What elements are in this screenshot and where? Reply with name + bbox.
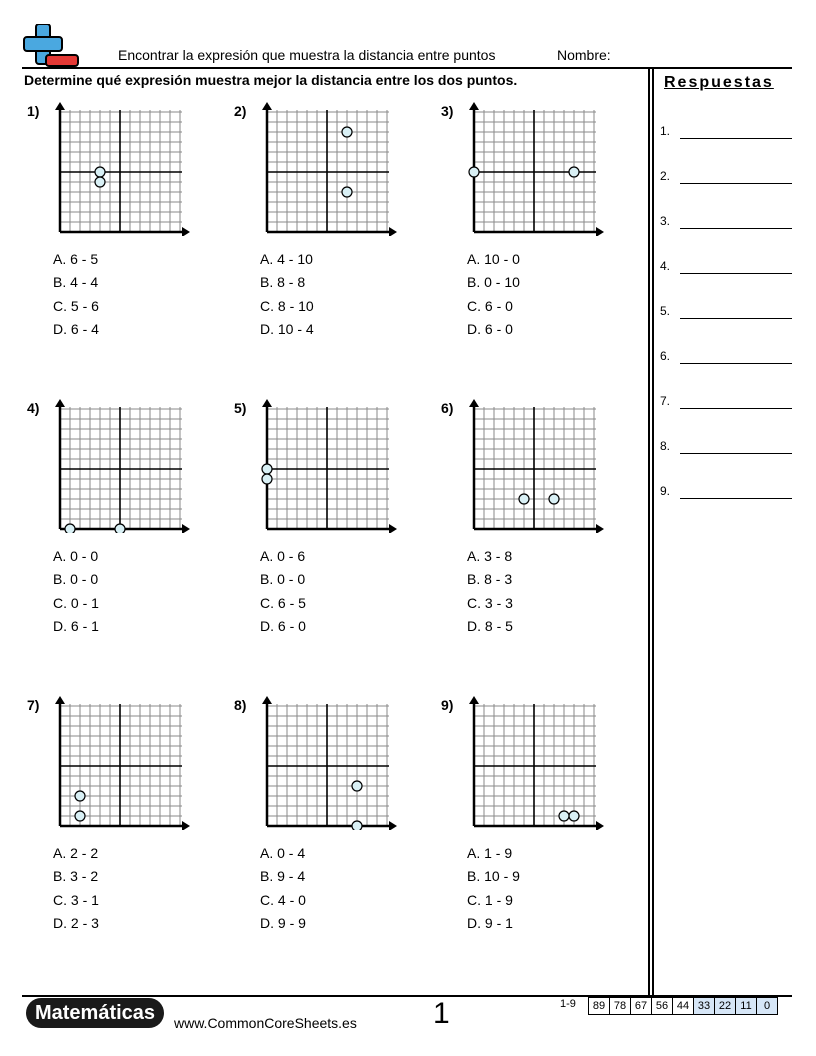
answer-choice: B. 8 - 3 xyxy=(467,571,513,588)
answer-choice: B. 3 - 2 xyxy=(53,868,99,885)
answer-number: 9. xyxy=(660,484,671,498)
answer-number: 8. xyxy=(660,439,671,453)
answer-choice: C. 3 - 1 xyxy=(53,891,99,908)
answer-choice: B. 0 - 0 xyxy=(260,571,306,588)
answer-choice: B. 4 - 4 xyxy=(53,274,99,291)
plotted-point xyxy=(262,474,272,484)
choice-list xyxy=(467,545,513,638)
choice-list xyxy=(53,842,99,935)
column-divider xyxy=(648,68,650,996)
answer-choice: A. 3 - 8 xyxy=(467,548,513,564)
plotted-point xyxy=(519,494,529,504)
answer-choice: A. 4 - 10 xyxy=(260,251,313,267)
answer-number: 4. xyxy=(660,259,671,273)
plotted-point xyxy=(569,811,579,821)
problem-number: 1) xyxy=(27,103,40,119)
answer-choice: C. 3 - 3 xyxy=(467,594,513,611)
plotted-point xyxy=(75,791,85,801)
answer-choice: B. 10 - 9 xyxy=(467,868,520,885)
plotted-point xyxy=(342,127,352,137)
plotted-point xyxy=(569,167,579,177)
answer-choice: C. 4 - 0 xyxy=(260,891,306,908)
answer-choice: B. 9 - 4 xyxy=(260,868,306,885)
answer-number: 2. xyxy=(660,169,671,183)
header-rule xyxy=(22,67,792,69)
choice-list xyxy=(260,545,306,638)
coordinate-grid xyxy=(468,96,608,236)
choice-list xyxy=(260,248,314,341)
page-number: 1 xyxy=(433,997,450,1030)
problem-number: 2) xyxy=(234,103,247,119)
column-divider xyxy=(652,68,654,996)
answer-choice: A. 10 - 0 xyxy=(467,251,520,267)
answer-choice: C. 6 - 0 xyxy=(467,297,513,314)
problem-number: 6) xyxy=(441,400,454,416)
answer-number: 3. xyxy=(660,214,671,228)
answer-choice: B. 8 - 8 xyxy=(260,274,306,291)
plotted-point xyxy=(549,494,559,504)
logo-icon xyxy=(22,24,80,68)
answer-choice: C. 6 - 5 xyxy=(260,594,306,611)
score-cell: 67 xyxy=(631,998,652,1015)
problem-number: 9) xyxy=(441,697,454,713)
answer-blank[interactable] xyxy=(680,183,792,184)
answer-blank[interactable] xyxy=(680,138,792,139)
answer-blank[interactable] xyxy=(680,408,792,409)
answer-choice: A. 0 - 0 xyxy=(53,548,99,564)
score-cell: 33 xyxy=(694,998,715,1015)
answer-choice: A. 0 - 4 xyxy=(260,845,306,861)
choice-list xyxy=(467,842,520,935)
score-cell: 11 xyxy=(736,998,757,1015)
answer-choice: D. 6 - 0 xyxy=(467,320,513,337)
coordinate-grid xyxy=(261,393,401,533)
coordinate-grid xyxy=(468,690,608,830)
answer-choice: B. 0 - 10 xyxy=(467,274,520,291)
worksheet-title: Encontrar la expresión que muestra la distancia entre puntos xyxy=(118,47,496,63)
score-cell: 56 xyxy=(652,998,673,1015)
score-range-label: 1-9 xyxy=(560,998,576,1010)
score-cell: 0 xyxy=(757,998,778,1015)
plotted-point xyxy=(559,811,569,821)
score-cell: 22 xyxy=(715,998,736,1015)
problem-number: 4) xyxy=(27,400,40,416)
answer-blank[interactable] xyxy=(680,363,792,364)
plotted-point xyxy=(95,167,105,177)
problem-number: 8) xyxy=(234,697,247,713)
answer-blank[interactable] xyxy=(680,453,792,454)
score-cell: 89 xyxy=(589,998,610,1015)
answer-choice: B. 0 - 0 xyxy=(53,571,99,588)
answers-title: Respuestas xyxy=(664,74,774,91)
score-row xyxy=(589,998,778,1015)
answer-choice: D. 8 - 5 xyxy=(467,617,513,634)
coordinate-grid xyxy=(54,96,194,236)
plotted-point xyxy=(115,524,125,533)
instructions: Determine qué expresión muestra mejor la distancia entre los dos puntos. xyxy=(24,72,518,88)
answer-choice: A. 1 - 9 xyxy=(467,845,513,861)
answer-number: 5. xyxy=(660,304,671,318)
choice-list xyxy=(260,842,306,935)
plotted-point xyxy=(262,464,272,474)
site-url: www.CommonCoreSheets.es xyxy=(174,1015,357,1031)
answer-choice: A. 2 - 2 xyxy=(53,845,99,861)
choice-list xyxy=(53,248,99,341)
coordinate-grid xyxy=(54,690,194,830)
answer-choice: C. 0 - 1 xyxy=(53,594,99,611)
plotted-point xyxy=(469,167,479,177)
score-table xyxy=(588,997,778,1015)
choice-list xyxy=(467,248,520,341)
name-label: Nombre: xyxy=(557,47,611,63)
answer-number: 6. xyxy=(660,349,671,363)
answer-choice: D. 6 - 1 xyxy=(53,617,99,634)
coordinate-grid xyxy=(261,96,401,236)
problem-number: 5) xyxy=(234,400,247,416)
score-cell: 44 xyxy=(673,998,694,1015)
answer-choice: D. 2 - 3 xyxy=(53,914,99,931)
brand-badge: Matemáticas xyxy=(26,998,164,1028)
answer-blank[interactable] xyxy=(680,228,792,229)
answer-blank[interactable] xyxy=(680,318,792,319)
answer-choice: C. 5 - 6 xyxy=(53,297,99,314)
answer-choice: D. 6 - 0 xyxy=(260,617,306,634)
coordinate-grid xyxy=(261,690,401,830)
plotted-point xyxy=(342,187,352,197)
score-cell: 78 xyxy=(610,998,631,1015)
answer-choice: A. 6 - 5 xyxy=(53,251,99,267)
problem-number: 3) xyxy=(441,103,454,119)
answer-blank[interactable] xyxy=(680,498,792,499)
plotted-point xyxy=(95,177,105,187)
plotted-point xyxy=(352,821,362,830)
problem-number: 7) xyxy=(27,697,40,713)
answer-choice: C. 1 - 9 xyxy=(467,891,513,908)
answer-blank[interactable] xyxy=(680,273,792,274)
answer-choice: C. 8 - 10 xyxy=(260,297,314,314)
plotted-point xyxy=(75,811,85,821)
answer-choice: D. 9 - 1 xyxy=(467,914,513,931)
coordinate-grid xyxy=(468,393,608,533)
plotted-point xyxy=(352,781,362,791)
coordinate-grid xyxy=(54,393,194,533)
answer-choice: A. 0 - 6 xyxy=(260,548,306,564)
answer-number: 7. xyxy=(660,394,671,408)
choice-list xyxy=(53,545,99,638)
answer-choice: D. 10 - 4 xyxy=(260,320,314,337)
answer-choice: D. 6 - 4 xyxy=(53,320,99,337)
plotted-point xyxy=(65,524,75,533)
answer-choice: D. 9 - 9 xyxy=(260,914,306,931)
answer-number: 1. xyxy=(660,124,671,138)
